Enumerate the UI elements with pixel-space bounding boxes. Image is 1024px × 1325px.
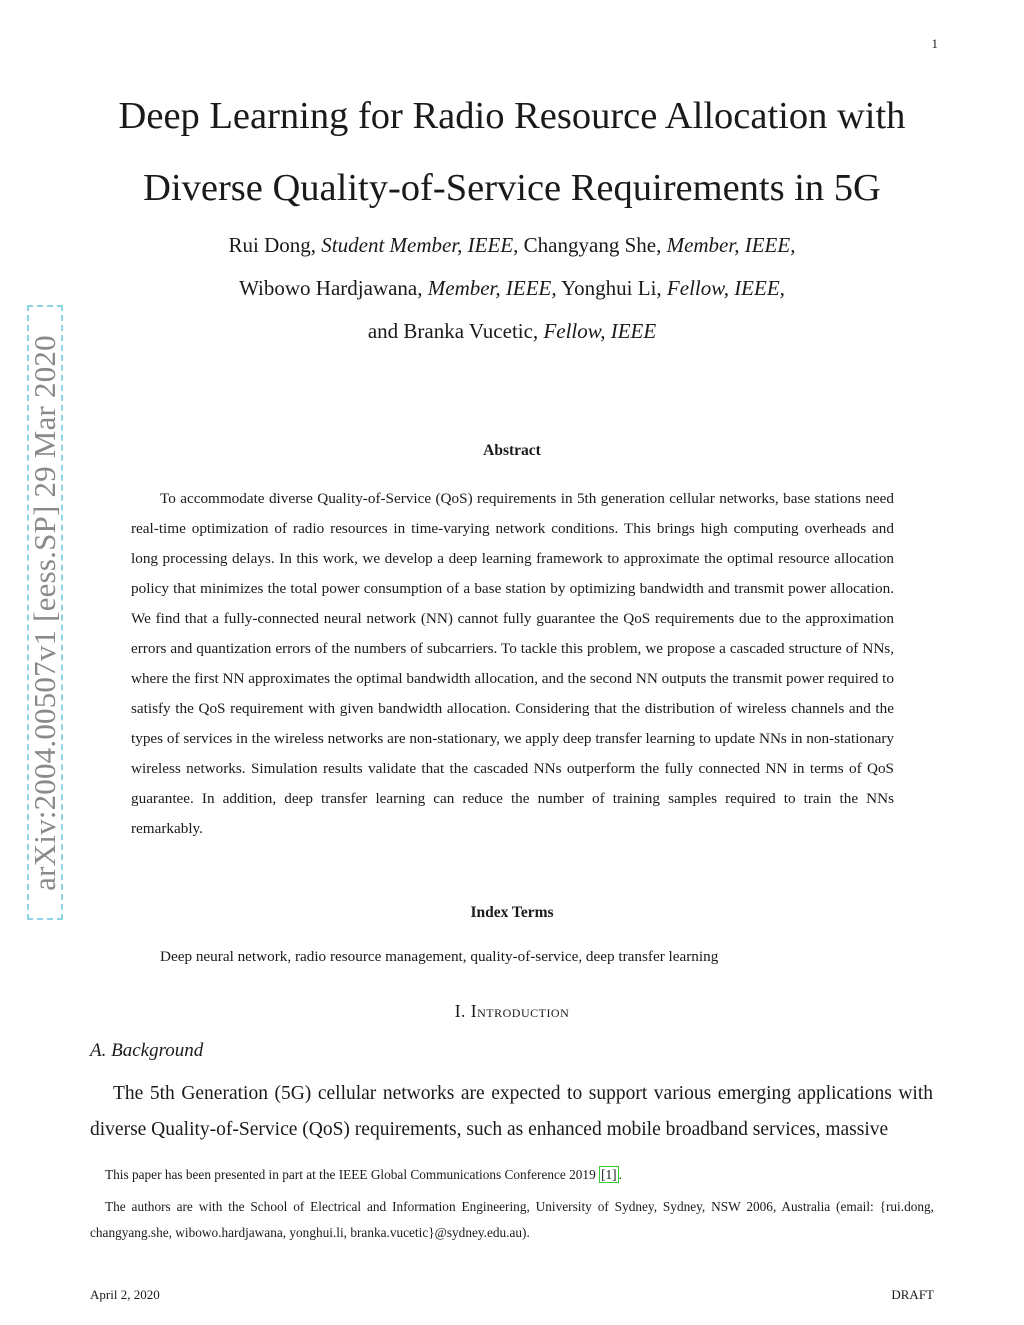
author-role: Student Member, IEEE, — [321, 233, 519, 257]
arxiv-stamp — [27, 305, 63, 920]
introduction-paragraph: The 5th Generation (5G) cellular networks are expected to support various emerging applications with diverse Quality-of-Service (QoS) requirements, such as enhanced mobile broadband services, massive — [90, 1083, 933, 1140]
author-list — [72, 224, 952, 353]
abstract-text: To accommodate diverse Quality-of-Service (QoS) requirements in 5th generation cellular networks, base stations need real-time optimization of radio resources in time-varying network conditions. This brings high computing overheads and long processing delays. In this work, we develop a deep learning framework to approximate the optimal resource allocation policy that minimizes the total power consumption of a base station by optimizing bandwidth and transmit power allocation. We find that a fully-connected neural network (NN) cannot fully guarantee the QoS requirements due to the approximation errors and quantization errors of the numbers of subcarriers. To tackle this problem, we propose a cascaded structure of NNs, where the first NN approximates the optimal bandwidth allocation, and the second NN outputs the transmit power required to satisfy the QoS requirement with given bandwidth allocation. Considering that the distribution of wireless channels and the types of services in the wireless networks are non-stationary, we apply deep transfer learning to update NNs in non-stationary wireless networks. Simulation results validate that the cascaded NNs outperform the fully connected NN in terms of QoS guarantee. In addition, deep transfer learning can reduce the number of training samples required to train the NNs remarkably. — [131, 490, 894, 837]
citation-link[interactable]: [1] — [601, 1167, 617, 1182]
title-line-1: Deep Learning for Radio Resource Allocation with — [118, 95, 906, 137]
section-heading — [72, 1001, 952, 1022]
index-terms-heading: Index Terms — [470, 904, 554, 921]
footnote-conference — [105, 1167, 622, 1183]
footnote-affiliation: The authors are with the School of Electrical and Information Engineering, University of Sydney, Sydney, NSW 2006, Australia (email: {rui.dong, changyang.she, wibowo.hardjawana, yonghui.li, branka.vucetic}@sydney.edu.au). — [90, 1199, 934, 1240]
subsection-heading: A. Background — [90, 1040, 204, 1061]
paper-title — [72, 80, 952, 224]
index-terms-text: Deep neural network, radio resource management, quality-of-service, deep transfer learning — [160, 948, 719, 965]
author-role: Fellow, IEEE — [543, 319, 657, 343]
abstract-heading: Abstract — [483, 442, 541, 459]
footnote-period: . — [618, 1167, 622, 1182]
title-line-2: Diverse Quality-of-Service Requirements in 5G — [143, 167, 881, 209]
author-name: Rui Dong, — [228, 233, 317, 257]
author-role: Member, IEEE, — [666, 233, 796, 257]
author-name: and Branka Vucetic, — [367, 319, 539, 343]
section-title: Introduction — [470, 1001, 570, 1021]
author-name: Changyang She, — [523, 233, 662, 257]
author-role: Fellow, IEEE, — [666, 276, 785, 300]
author-role: Member, IEEE, — [427, 276, 557, 300]
footer-date: April 2, 2020 — [90, 1287, 160, 1302]
author-name: Yonghui Li, — [561, 276, 662, 300]
section-number: I. — [454, 1001, 466, 1021]
footnote-text: This paper has been presented in part at the IEEE Global Communications Conference 2019 — [105, 1167, 600, 1182]
footer-draft-label: DRAFT — [891, 1287, 934, 1302]
page-number: 1 — [931, 36, 938, 51]
author-name: Wibowo Hardjawana, — [239, 276, 423, 300]
arxiv-identifier[interactable]: arXiv:2004.00507v1 [eess.SP] 29 Mar 2020 — [27, 334, 62, 891]
